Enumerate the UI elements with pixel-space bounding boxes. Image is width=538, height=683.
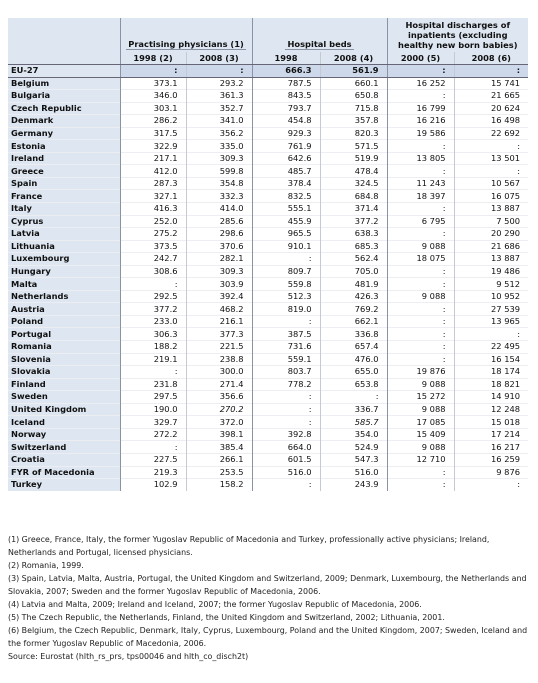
value-cell: 601.5: [252, 453, 320, 466]
country-cell: Cyprus: [8, 215, 120, 228]
value-cell: 12 710: [387, 453, 454, 466]
value-cell: 252.0: [120, 215, 186, 228]
value-cell: 292.5: [120, 290, 186, 303]
value-cell: 17 214: [454, 428, 528, 441]
value-cell: :: [120, 65, 186, 78]
country-cell: Poland: [8, 315, 120, 328]
value-cell: 336.7: [320, 403, 387, 416]
country-cell: FYR of Macedonia: [8, 466, 120, 479]
country-cell: Croatia: [8, 453, 120, 466]
value-cell: 287.3: [120, 177, 186, 190]
value-cell: :: [186, 65, 252, 78]
value-cell: :: [120, 441, 186, 454]
value-cell: 373.1: [120, 77, 186, 90]
value-cell: :: [120, 278, 186, 291]
value-cell: 16 075: [454, 190, 528, 203]
country-cell: Austria: [8, 303, 120, 316]
value-cell: :: [120, 366, 186, 379]
value-cell: 650.8: [320, 90, 387, 103]
footnote: (1) Greece, France, Italy, the former Yugoslav Republic of Macedonia and Turkey, professionally active physicians; Ireland, Netherlands and Portugal, licensed physicians.: [8, 535, 490, 557]
value-cell: :: [387, 353, 454, 366]
value-cell: 638.3: [320, 228, 387, 241]
country-cell: Romania: [8, 341, 120, 354]
value-cell: 22 692: [454, 127, 528, 140]
value-cell: 253.5: [186, 466, 252, 479]
value-cell: :: [387, 203, 454, 216]
value-cell: :: [252, 315, 320, 328]
table-row: [8, 115, 528, 128]
value-cell: 455.9: [252, 215, 320, 228]
value-cell: :: [387, 140, 454, 153]
value-cell: :: [454, 65, 528, 78]
country-cell: Luxembourg: [8, 253, 120, 266]
value-cell: 684.8: [320, 190, 387, 203]
value-cell: :: [252, 416, 320, 429]
value-cell: 300.0: [186, 366, 252, 379]
value-cell: 524.9: [320, 441, 387, 454]
value-cell: 18 397: [387, 190, 454, 203]
value-cell: 190.0: [120, 403, 186, 416]
value-cell: 16 154: [454, 353, 528, 366]
value-cell: 20 290: [454, 228, 528, 241]
value-cell: 308.6: [120, 265, 186, 278]
value-cell: 298.6: [186, 228, 252, 241]
value-cell: :: [454, 140, 528, 153]
table-row: [8, 278, 528, 291]
value-cell: 16 216: [387, 115, 454, 128]
value-cell: :: [252, 253, 320, 266]
value-cell: 655.0: [320, 366, 387, 379]
header-hospital-beds-label: Hospital beds: [287, 39, 352, 49]
value-cell: 19 586: [387, 127, 454, 140]
value-cell: 820.3: [320, 127, 387, 140]
value-cell: 243.9: [320, 479, 387, 491]
value-cell: 9 088: [387, 240, 454, 253]
table-row: [8, 315, 528, 328]
value-cell: 372.0: [186, 416, 252, 429]
value-cell: 793.7: [252, 102, 320, 115]
footnote: Source: Eurostat (hlth_rs_prs, tps00046 and hlth_co_disch2t): [8, 652, 249, 661]
value-cell: 426.3: [320, 290, 387, 303]
value-cell: 9 088: [387, 378, 454, 391]
value-cell: 803.7: [252, 366, 320, 379]
footnote: (2) Romania, 1999.: [8, 561, 84, 570]
country-cell: Greece: [8, 165, 120, 178]
value-cell: 653.8: [320, 378, 387, 391]
value-cell: 373.5: [120, 240, 186, 253]
country-cell: Turkey: [8, 479, 120, 491]
country-cell: Iceland: [8, 416, 120, 429]
value-cell: 297.5: [120, 391, 186, 404]
value-cell: 705.0: [320, 265, 387, 278]
country-cell: Slovakia: [8, 366, 120, 379]
table-row: [8, 240, 528, 253]
value-cell: 270.2: [186, 403, 252, 416]
value-cell: 309.3: [186, 265, 252, 278]
value-cell: 158.2: [186, 479, 252, 491]
value-cell: 819.0: [252, 303, 320, 316]
table-row: [8, 378, 528, 391]
country-cell: Hungary: [8, 265, 120, 278]
value-cell: 398.1: [186, 428, 252, 441]
value-cell: 662.1: [320, 315, 387, 328]
value-cell: 832.5: [252, 190, 320, 203]
value-cell: 329.7: [120, 416, 186, 429]
value-cell: 219.1: [120, 353, 186, 366]
value-cell: 7 500: [454, 215, 528, 228]
value-cell: 341.0: [186, 115, 252, 128]
value-cell: 516.0: [252, 466, 320, 479]
value-cell: 18 174: [454, 366, 528, 379]
value-cell: :: [252, 403, 320, 416]
value-cell: 15 272: [387, 391, 454, 404]
value-cell: 519.9: [320, 152, 387, 165]
country-cell: Lithuania: [8, 240, 120, 253]
value-cell: 377.2: [120, 303, 186, 316]
value-cell: 485.7: [252, 165, 320, 178]
header-group-row: [8, 18, 528, 52]
header-year-corner: [8, 52, 120, 65]
value-cell: 585.7: [320, 416, 387, 429]
header-year-row: [8, 52, 528, 65]
value-cell: 559.1: [252, 353, 320, 366]
value-cell: 761.9: [252, 140, 320, 153]
header-year-2008-beds: 2008 (4): [320, 52, 387, 65]
value-cell: :: [252, 391, 320, 404]
value-cell: 9 876: [454, 466, 528, 479]
value-cell: 309.3: [186, 152, 252, 165]
value-cell: 476.0: [320, 353, 387, 366]
value-cell: 392.4: [186, 290, 252, 303]
value-cell: :: [387, 265, 454, 278]
value-cell: 15 409: [387, 428, 454, 441]
value-cell: 910.1: [252, 240, 320, 253]
value-cell: 317.5: [120, 127, 186, 140]
value-cell: 965.5: [252, 228, 320, 241]
country-cell: Belgium: [8, 77, 120, 90]
value-cell: 16 498: [454, 115, 528, 128]
country-cell: Switzerland: [8, 441, 120, 454]
value-cell: 414.0: [186, 203, 252, 216]
header-year-1998-physicians: 1998 (2): [120, 52, 186, 65]
table-row: [8, 228, 528, 241]
value-cell: 306.3: [120, 328, 186, 341]
header-corner: [8, 18, 120, 52]
table-row: [8, 441, 528, 454]
table-row: [8, 366, 528, 379]
country-cell: Czech Republic: [8, 102, 120, 115]
country-cell: United Kingdom: [8, 403, 120, 416]
footnote: (5) The Czech Republic, the Netherlands, Finland, the United Kingdom and Switzerland, 2002; Lithuania, 2001.: [8, 613, 445, 622]
country-cell: Slovenia: [8, 353, 120, 366]
value-cell: 272.2: [120, 428, 186, 441]
table-row: [8, 140, 528, 153]
value-cell: 377.3: [186, 328, 252, 341]
value-cell: 547.3: [320, 453, 387, 466]
table-row: [8, 290, 528, 303]
value-cell: 16 799: [387, 102, 454, 115]
value-cell: :: [387, 228, 454, 241]
value-cell: 385.4: [186, 441, 252, 454]
value-cell: 286.2: [120, 115, 186, 128]
value-cell: 660.1: [320, 77, 387, 90]
value-cell: 387.5: [252, 328, 320, 341]
value-cell: 929.3: [252, 127, 320, 140]
country-cell: France: [8, 190, 120, 203]
table-row-total: [8, 65, 528, 78]
value-cell: 217.1: [120, 152, 186, 165]
statistics-table-container: [8, 18, 528, 491]
value-cell: :: [387, 65, 454, 78]
value-cell: 10 952: [454, 290, 528, 303]
value-cell: 356.2: [186, 127, 252, 140]
country-cell: Malta: [8, 278, 120, 291]
country-cell: Italy: [8, 203, 120, 216]
table-row: [8, 403, 528, 416]
value-cell: :: [252, 479, 320, 491]
table-row: [8, 253, 528, 266]
value-cell: 221.5: [186, 341, 252, 354]
table-row: [8, 416, 528, 429]
value-cell: 361.3: [186, 90, 252, 103]
value-cell: 303.1: [120, 102, 186, 115]
value-cell: 188.2: [120, 341, 186, 354]
health-statistics-table: [8, 18, 528, 491]
value-cell: 657.4: [320, 341, 387, 354]
value-cell: 9 088: [387, 403, 454, 416]
value-cell: 332.3: [186, 190, 252, 203]
header-year-1998-beds: 1998: [252, 52, 320, 65]
footnotes: [8, 533, 528, 663]
value-cell: 21 665: [454, 90, 528, 103]
value-cell: :: [387, 165, 454, 178]
value-cell: 478.4: [320, 165, 387, 178]
value-cell: 282.1: [186, 253, 252, 266]
table-row: [8, 391, 528, 404]
value-cell: 599.8: [186, 165, 252, 178]
value-cell: 335.0: [186, 140, 252, 153]
value-cell: 412.0: [120, 165, 186, 178]
value-cell: 227.5: [120, 453, 186, 466]
header-practising-physicians: [120, 18, 252, 52]
value-cell: :: [387, 328, 454, 341]
country-cell: Denmark: [8, 115, 120, 128]
value-cell: 19 486: [454, 265, 528, 278]
value-cell: 15 018: [454, 416, 528, 429]
table-row: [8, 303, 528, 316]
value-cell: 231.8: [120, 378, 186, 391]
value-cell: 327.1: [120, 190, 186, 203]
country-cell: Estonia: [8, 140, 120, 153]
value-cell: 454.8: [252, 115, 320, 128]
value-cell: 303.9: [186, 278, 252, 291]
value-cell: 9 512: [454, 278, 528, 291]
value-cell: 516.0: [320, 466, 387, 479]
header-practising-physicians-label: Practising physicians (1): [128, 39, 244, 49]
value-cell: 16 259: [454, 453, 528, 466]
value-cell: 336.8: [320, 328, 387, 341]
value-cell: 9 088: [387, 290, 454, 303]
value-cell: 378.4: [252, 177, 320, 190]
value-cell: 27 539: [454, 303, 528, 316]
value-cell: 642.6: [252, 152, 320, 165]
value-cell: 13 501: [454, 152, 528, 165]
value-cell: 12 248: [454, 403, 528, 416]
value-cell: 322.9: [120, 140, 186, 153]
header-hospital-discharges: Hospital discharges of inpatients (excluding healthy new born babies): [387, 18, 528, 52]
table-row: [8, 177, 528, 190]
value-cell: 13 887: [454, 203, 528, 216]
table-row: [8, 265, 528, 278]
value-cell: :: [320, 391, 387, 404]
value-cell: 18 075: [387, 253, 454, 266]
value-cell: 357.8: [320, 115, 387, 128]
value-cell: 285.6: [186, 215, 252, 228]
value-cell: 468.2: [186, 303, 252, 316]
country-cell: EU-27: [8, 65, 120, 78]
value-cell: 416.3: [120, 203, 186, 216]
table-row: [8, 165, 528, 178]
value-cell: 392.8: [252, 428, 320, 441]
value-cell: 21 686: [454, 240, 528, 253]
value-cell: 809.7: [252, 265, 320, 278]
table-row: [8, 152, 528, 165]
value-cell: 352.7: [186, 102, 252, 115]
country-cell: Ireland: [8, 152, 120, 165]
value-cell: 571.5: [320, 140, 387, 153]
table-row: [8, 77, 528, 90]
table-row: [8, 428, 528, 441]
value-cell: 769.2: [320, 303, 387, 316]
table-row: [8, 215, 528, 228]
value-cell: 561.9: [320, 65, 387, 78]
value-cell: 685.3: [320, 240, 387, 253]
value-cell: 233.0: [120, 315, 186, 328]
country-cell: Finland: [8, 378, 120, 391]
table-row: [8, 479, 528, 491]
value-cell: 16 252: [387, 77, 454, 90]
value-cell: 354.0: [320, 428, 387, 441]
value-cell: 843.5: [252, 90, 320, 103]
value-cell: 555.1: [252, 203, 320, 216]
footnote: (4) Latvia and Malta, 2009; Ireland and Iceland, 2007; the former Yugoslav Republic of Macedonia, 2006.: [8, 600, 422, 609]
value-cell: :: [387, 303, 454, 316]
value-cell: 731.6: [252, 341, 320, 354]
table-row: [8, 190, 528, 203]
header-year-2000-discharges: 2000 (5): [387, 52, 454, 65]
value-cell: 22 495: [454, 341, 528, 354]
value-cell: 13 805: [387, 152, 454, 165]
country-cell: Netherlands: [8, 290, 120, 303]
country-cell: Latvia: [8, 228, 120, 241]
country-cell: Sweden: [8, 391, 120, 404]
table-row: [8, 203, 528, 216]
value-cell: 10 567: [454, 177, 528, 190]
value-cell: 715.8: [320, 102, 387, 115]
value-cell: 19 876: [387, 366, 454, 379]
value-cell: 787.5: [252, 77, 320, 90]
country-cell: Bulgaria: [8, 90, 120, 103]
value-cell: 664.0: [252, 441, 320, 454]
value-cell: 16 217: [454, 441, 528, 454]
value-cell: 15 741: [454, 77, 528, 90]
value-cell: :: [387, 278, 454, 291]
value-cell: 354.8: [186, 177, 252, 190]
value-cell: 293.2: [186, 77, 252, 90]
value-cell: 512.3: [252, 290, 320, 303]
table-row: [8, 90, 528, 103]
value-cell: 242.7: [120, 253, 186, 266]
country-cell: Portugal: [8, 328, 120, 341]
value-cell: 346.0: [120, 90, 186, 103]
value-cell: 18 821: [454, 378, 528, 391]
value-cell: 238.8: [186, 353, 252, 366]
value-cell: 11 243: [387, 177, 454, 190]
value-cell: :: [387, 90, 454, 103]
value-cell: 271.4: [186, 378, 252, 391]
value-cell: 377.2: [320, 215, 387, 228]
value-cell: :: [454, 165, 528, 178]
table-row: [8, 466, 528, 479]
value-cell: 266.1: [186, 453, 252, 466]
value-cell: 14 910: [454, 391, 528, 404]
value-cell: 559.8: [252, 278, 320, 291]
footnote: (3) Spain, Latvia, Malta, Austria, Portugal, the United Kingdom and Switzerland, 2009; Denmark, Luxembourg, the Netherlands and Slovakia, 2007; Sweden and the former Yugoslav Republic of Macedonia, 2006.: [8, 574, 527, 596]
table-row: [8, 453, 528, 466]
value-cell: 778.2: [252, 378, 320, 391]
value-cell: :: [387, 341, 454, 354]
value-cell: :: [454, 328, 528, 341]
header-hospital-beds: [252, 18, 387, 52]
value-cell: :: [387, 479, 454, 491]
country-cell: Spain: [8, 177, 120, 190]
table-row: [8, 341, 528, 354]
value-cell: 13 965: [454, 315, 528, 328]
value-cell: 371.4: [320, 203, 387, 216]
table-row: [8, 102, 528, 115]
value-cell: 219.3: [120, 466, 186, 479]
country-cell: Norway: [8, 428, 120, 441]
country-cell: Germany: [8, 127, 120, 140]
value-cell: 216.1: [186, 315, 252, 328]
table-row: [8, 353, 528, 366]
value-cell: :: [454, 479, 528, 491]
value-cell: 13 887: [454, 253, 528, 266]
value-cell: 481.9: [320, 278, 387, 291]
value-cell: 356.6: [186, 391, 252, 404]
value-cell: 370.6: [186, 240, 252, 253]
footnote: (6) Belgium, the Czech Republic, Denmark, Italy, Cyprus, Luxembourg, Poland and the United Kingdom, 2007; Sweden, Iceland and the former Yugoslav Republic of Macedonia, 2006.: [8, 626, 528, 648]
value-cell: 17 085: [387, 416, 454, 429]
value-cell: 324.5: [320, 177, 387, 190]
value-cell: :: [387, 466, 454, 479]
table-row: [8, 328, 528, 341]
value-cell: 20 624: [454, 102, 528, 115]
table-row: [8, 127, 528, 140]
header-year-2008-physicians: 2008 (3): [186, 52, 252, 65]
value-cell: 6 795: [387, 215, 454, 228]
value-cell: 666.3: [252, 65, 320, 78]
value-cell: 562.4: [320, 253, 387, 266]
value-cell: 102.9: [120, 479, 186, 491]
value-cell: :: [387, 315, 454, 328]
header-year-2008-discharges: 2008 (6): [454, 52, 528, 65]
value-cell: 9 088: [387, 441, 454, 454]
value-cell: 275.2: [120, 228, 186, 241]
